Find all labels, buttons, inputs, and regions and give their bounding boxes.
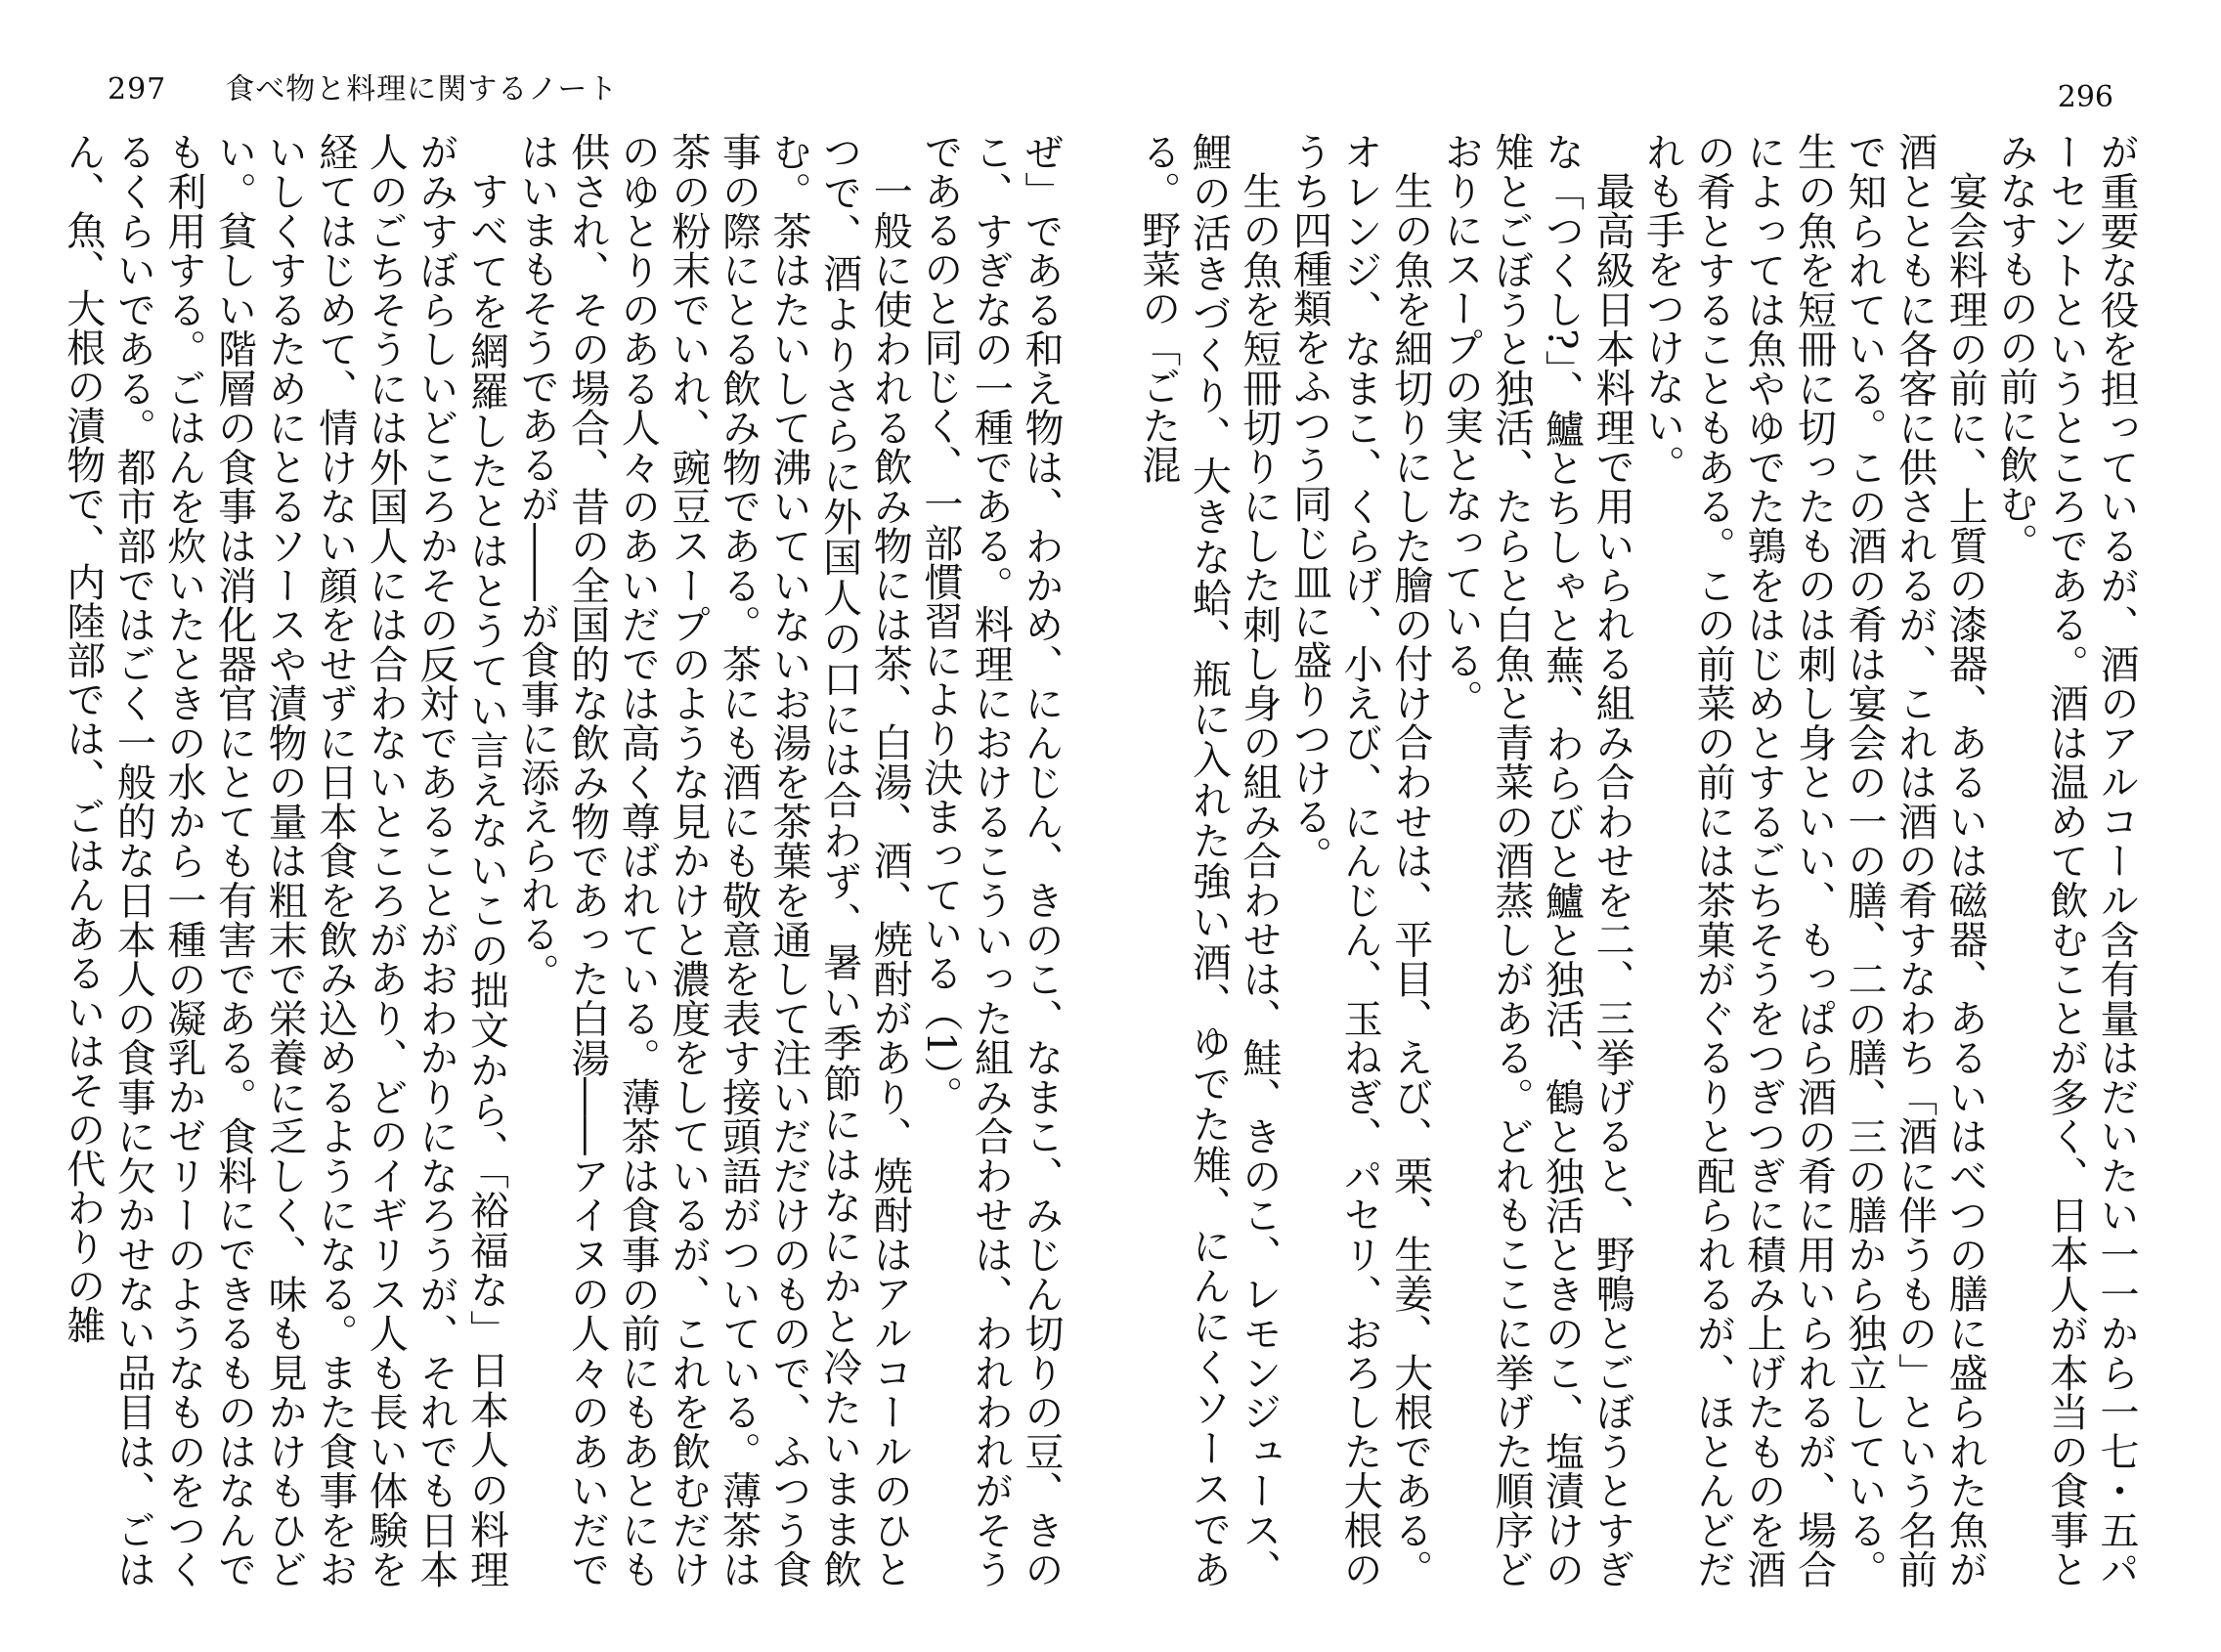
paragraph: すべてを網羅したとはとうてい言えないこの拙文から、「裕福な」日本人の料理がみすぼらしいどころかその反対であることがおわかりになろうが、それでも日本人のごちそうには外国人には合わないところがあり、どのイギリス人も長い体験を経てはじめて、情けない顔をせずに日本食を飲み込めるようになる。また食事をおいしくするためにとるソースや漬物の量は粗末で栄養に乏しく、味も見かけもひどい。貧しい階層の食事は消化器官にとても有害である。食料にできるものはなんでも利用する。ごはんを炊いたときの水から一種の凝乳かゼリーのようなものをつくるくらいである。都市部ではごく一般的な日本人の食事に欠かせない品目は、ごはん、魚、大根の漬物で、内陸部では、ごはんあるいはその代わりの雑	[60, 132, 509, 1589]
running-head-title: 食べ物と料理に関するノート	[225, 72, 619, 107]
paragraph: 最高級日本料理で用いられる組み合わせを二、三挙げると、野鴨とごぼうとすぎな「つくし?」、鱸とちしゃと蕪、わらびと鱸と独活、鶴と独活ときのこ、塩漬けの雉とごぼうと独活、たらと白魚と青菜の酒蒸しがある。どれもここに挙げた順序どおりにスープの実となっている。	[1438, 132, 1635, 1588]
left-page-body	[60, 132, 1066, 1589]
paragraph: ぜ」である和え物は、わかめ、にんじん、きのこ、なまこ、みじん切りの豆、きのこ、すぎなの一種である。料理におけるこういった組み合わせは、われわれがそうであるのと同じく、一部慣習により決まっている（1）。	[917, 132, 1064, 1588]
running-head	[108, 65, 618, 108]
paragraph: 宴会料理の前に、上質の漆器、あるいは磁器、あるいはべつの膳に盛られた魚が酒とともに各客に供されるが、これは酒の肴すなわち「酒に伴うもの」という名前で知られている。この酒の肴は宴会の一の膳、二の膳、三の膳から独立している。生の魚を短冊に切ったものは刺し身といい、もっぱら酒の肴に用いられるが、場合によっては魚やゆでた鶉をはじめとするごちそうをつぎつぎに積み上げたものを酒の肴とすることもある。この前菜の前には茶菓がぐるりと配られるが、ほとんどだれも手をつけない。	[1639, 132, 1988, 1589]
paragraph: が重要な役を担っているが、酒のアルコール含有量はだいたい一一から一七・五パーセントというところである。酒は温めて飲むことが多く、日本人が本当の食事とみなすものの前に飲む。	[1992, 132, 2139, 1588]
paragraph: 一般に使われる飲み物には茶、白湯、酒、焼酎があり、焼酎はアルコールのひとつで、酒よりさらに外国人の口には合わず、暑い季節にはなにかと冷たいまま飲む。茶はたいして沸いていないお湯を茶葉を通して注いだだけのもので、ふつう食事の際にとる飲み物である。茶にも酒にも敬意を表す接頭語がついている。薄茶は茶の粉末でいれ、豌豆スープのような見かけと濃度をしているが、これを飲むだけのゆとりのある人々のあいだでは高く尊ばれている。薄茶は食事の前にもあとにも供され、その場合、昔の全国的な飲み物であった白湯――アイヌの人々のあいだではいまもそうであるが――が食事に添えられる。	[514, 132, 913, 1589]
page-number-left: 297	[108, 72, 167, 107]
paragraph: 生の魚を短冊切りにした刺し身の組み合わせは、鮭、きのこ、レモンジュース、鯉の活きづくり、大きな蛤、瓶に入れた強い酒、ゆでた雉、にんにくソースである。野菜の「ごた混	[1135, 132, 1282, 1588]
right-page	[1095, 0, 2221, 1652]
right-page-body	[1135, 132, 2141, 1589]
paragraph: 生の魚を細切りにした膾の付け合わせは、平目、えび、栗、生姜、大根である。オレンジ、なまこ、くらげ、小えび、にんじん、玉ねぎ、パセリ、おろした大根のうち四種類をふつう同じ皿に盛りつける。	[1286, 132, 1433, 1588]
page-number-right: 296	[2057, 80, 2113, 114]
left-page	[0, 0, 1095, 1652]
